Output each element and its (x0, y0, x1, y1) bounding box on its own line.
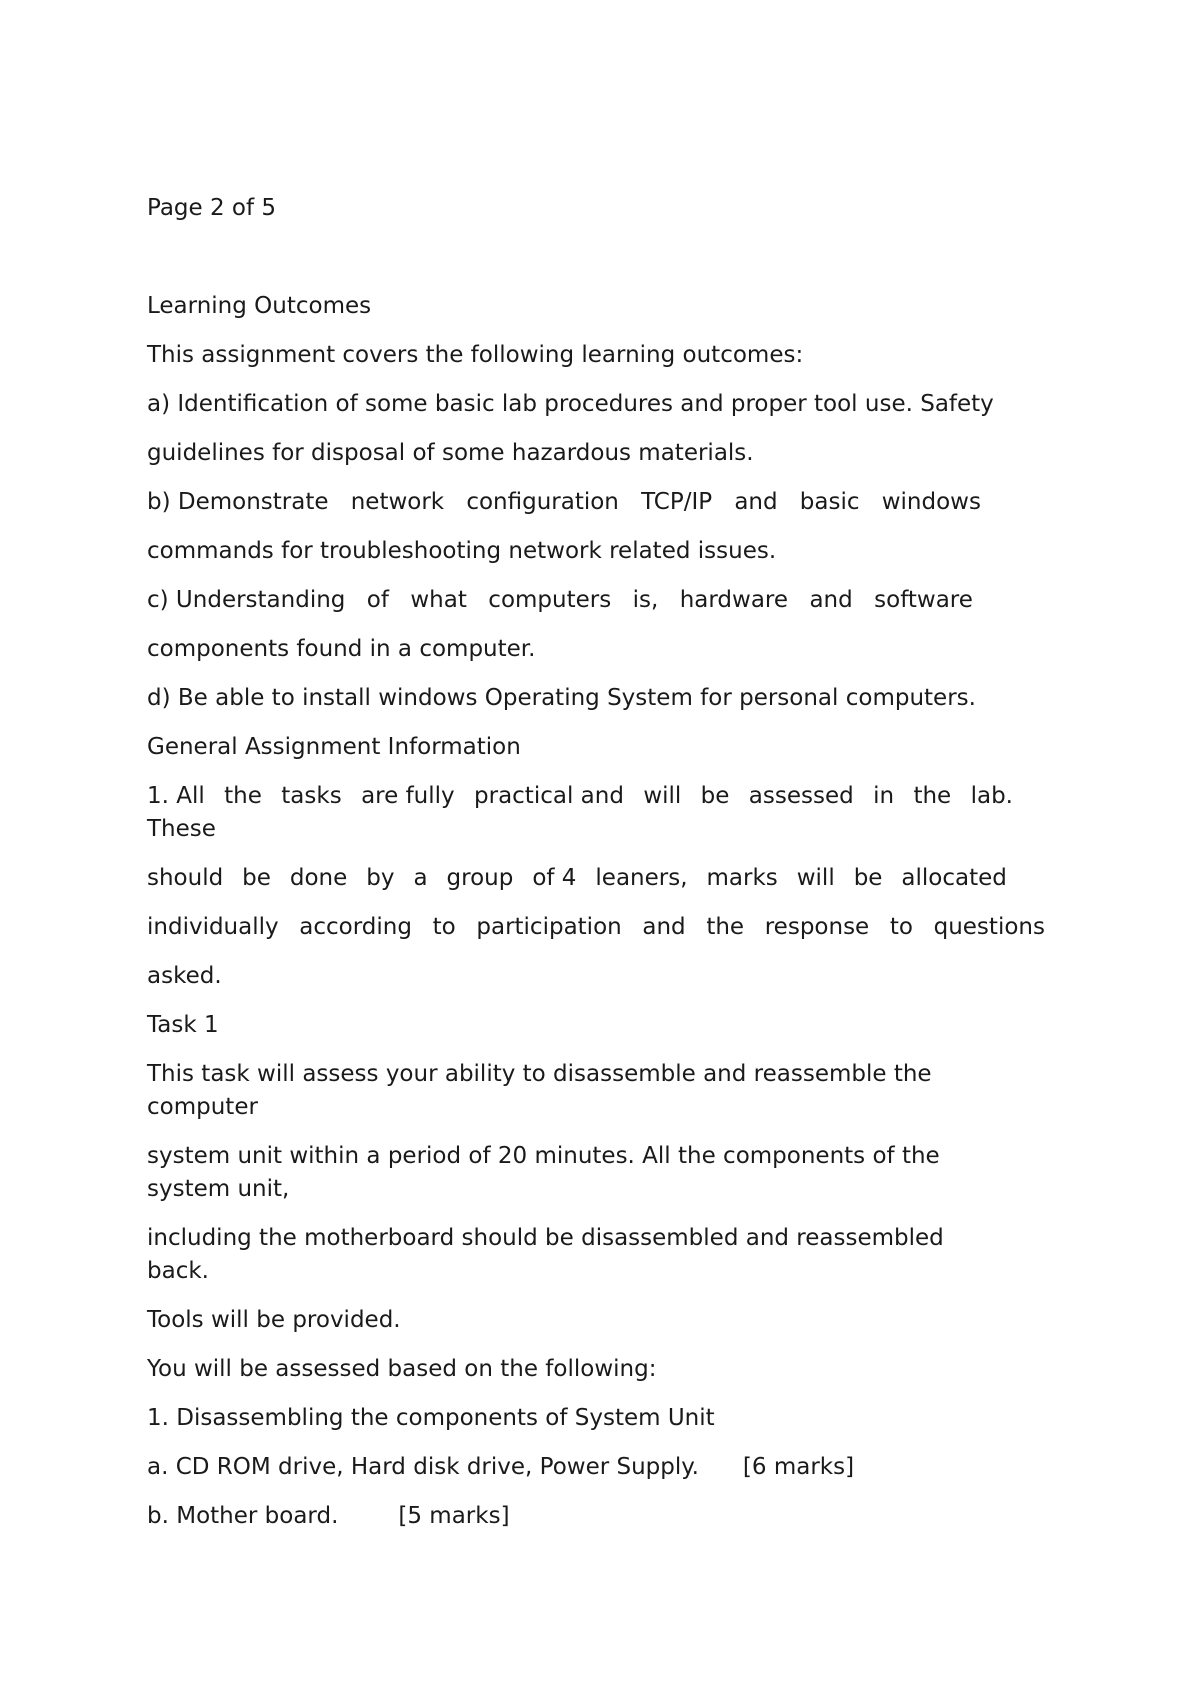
word: done (289, 865, 348, 891)
word: 1. All (147, 783, 205, 809)
word: allocated (901, 865, 1007, 891)
general-info-p1-line2: These (147, 816, 216, 842)
word: windows (881, 489, 981, 515)
outcome-b-line2: commands for troubleshooting network related issues. (147, 538, 777, 564)
word: response (764, 914, 870, 940)
word: and (734, 489, 778, 515)
task1-assessed-intro: You will be assessed based on the following: (147, 1356, 657, 1382)
word: will (643, 783, 682, 809)
outcome-c-line2: components found in a computer. (147, 636, 536, 662)
word: hardware (679, 587, 789, 613)
word: network (350, 489, 445, 515)
task1-line5: including the motherboard should be disassembled and reassembled (147, 1225, 944, 1251)
word: of (366, 587, 389, 613)
word: are fully (361, 783, 455, 809)
general-info-p1-line1 (147, 780, 1013, 812)
word: be (853, 865, 883, 891)
word: should (147, 865, 224, 891)
general-info-p1-line5: asked. (147, 963, 222, 989)
task1-line6: back. (147, 1258, 209, 1284)
word: is, (632, 587, 659, 613)
item-a-text: a. CD ROM drive, Hard disk drive, Power Supply. (147, 1454, 699, 1480)
word: lab. (970, 783, 1013, 809)
word: the (224, 783, 262, 809)
task1-tools: Tools will be provided. (147, 1307, 401, 1333)
task1-heading: Task 1 (147, 1012, 219, 1038)
word: basic (799, 489, 860, 515)
task1-item1: 1. Disassembling the components of System Unit (147, 1405, 715, 1431)
page-number: Page 2 of 5 (147, 195, 277, 221)
word: the (706, 914, 745, 940)
task1-item-a (147, 1451, 854, 1483)
word: the (913, 783, 952, 809)
word: c) Understanding (147, 587, 346, 613)
task1-line4: system unit, (147, 1176, 290, 1202)
outcome-b-line1 (147, 486, 981, 518)
word: b) Demonstrate (147, 489, 329, 515)
word: individually (147, 914, 279, 940)
word: will (796, 865, 835, 891)
word: TCP/IP (641, 489, 713, 515)
general-info-p1-line3 (147, 862, 1007, 894)
word: according (299, 914, 412, 940)
item-b-marks: [5 marks] (398, 1503, 510, 1529)
item-a-marks: [6 marks] (742, 1454, 855, 1480)
outcome-a-line2: guidelines for disposal of some hazardous materials. (147, 440, 754, 466)
word: participation (476, 914, 622, 940)
word: questions (933, 914, 1045, 940)
word: to (889, 914, 913, 940)
word: of 4 (532, 865, 577, 891)
task1-line1: This task will assess your ability to disassemble and reassemble the (147, 1061, 932, 1087)
outcome-c-line1 (147, 584, 973, 616)
outcome-a-line1: a) Identification of some basic lab procedures and proper tool use. Safety (147, 391, 994, 417)
word: marks (706, 865, 778, 891)
word: leaners, (595, 865, 688, 891)
word: computers (488, 587, 612, 613)
word: be (700, 783, 730, 809)
word: assessed (748, 783, 854, 809)
word: by (366, 865, 395, 891)
general-info-heading: General Assignment Information (147, 734, 521, 760)
word: in (873, 783, 895, 809)
task1-item-b (147, 1500, 510, 1532)
learning-outcomes-intro: This assignment covers the following learning outcomes: (147, 342, 804, 368)
task1-line2: computer (147, 1094, 258, 1120)
task1-line3: system unit within a period of 20 minutes. All the components of the (147, 1143, 940, 1169)
word: software (874, 587, 973, 613)
word: tasks (281, 783, 342, 809)
outcome-d-line1: d) Be able to install windows Operating System for personal computers. (147, 685, 976, 711)
word: group (446, 865, 514, 891)
learning-outcomes-heading: Learning Outcomes (147, 293, 372, 319)
item-b-text: b. Mother board. (147, 1503, 339, 1529)
word: and (809, 587, 853, 613)
word: configuration (466, 489, 619, 515)
word: and (642, 914, 686, 940)
word: practical and (474, 783, 624, 809)
general-info-p1-line4 (147, 911, 1045, 943)
word: to (432, 914, 456, 940)
word: be (242, 865, 271, 891)
word: what (410, 587, 467, 613)
word: a (413, 865, 428, 891)
